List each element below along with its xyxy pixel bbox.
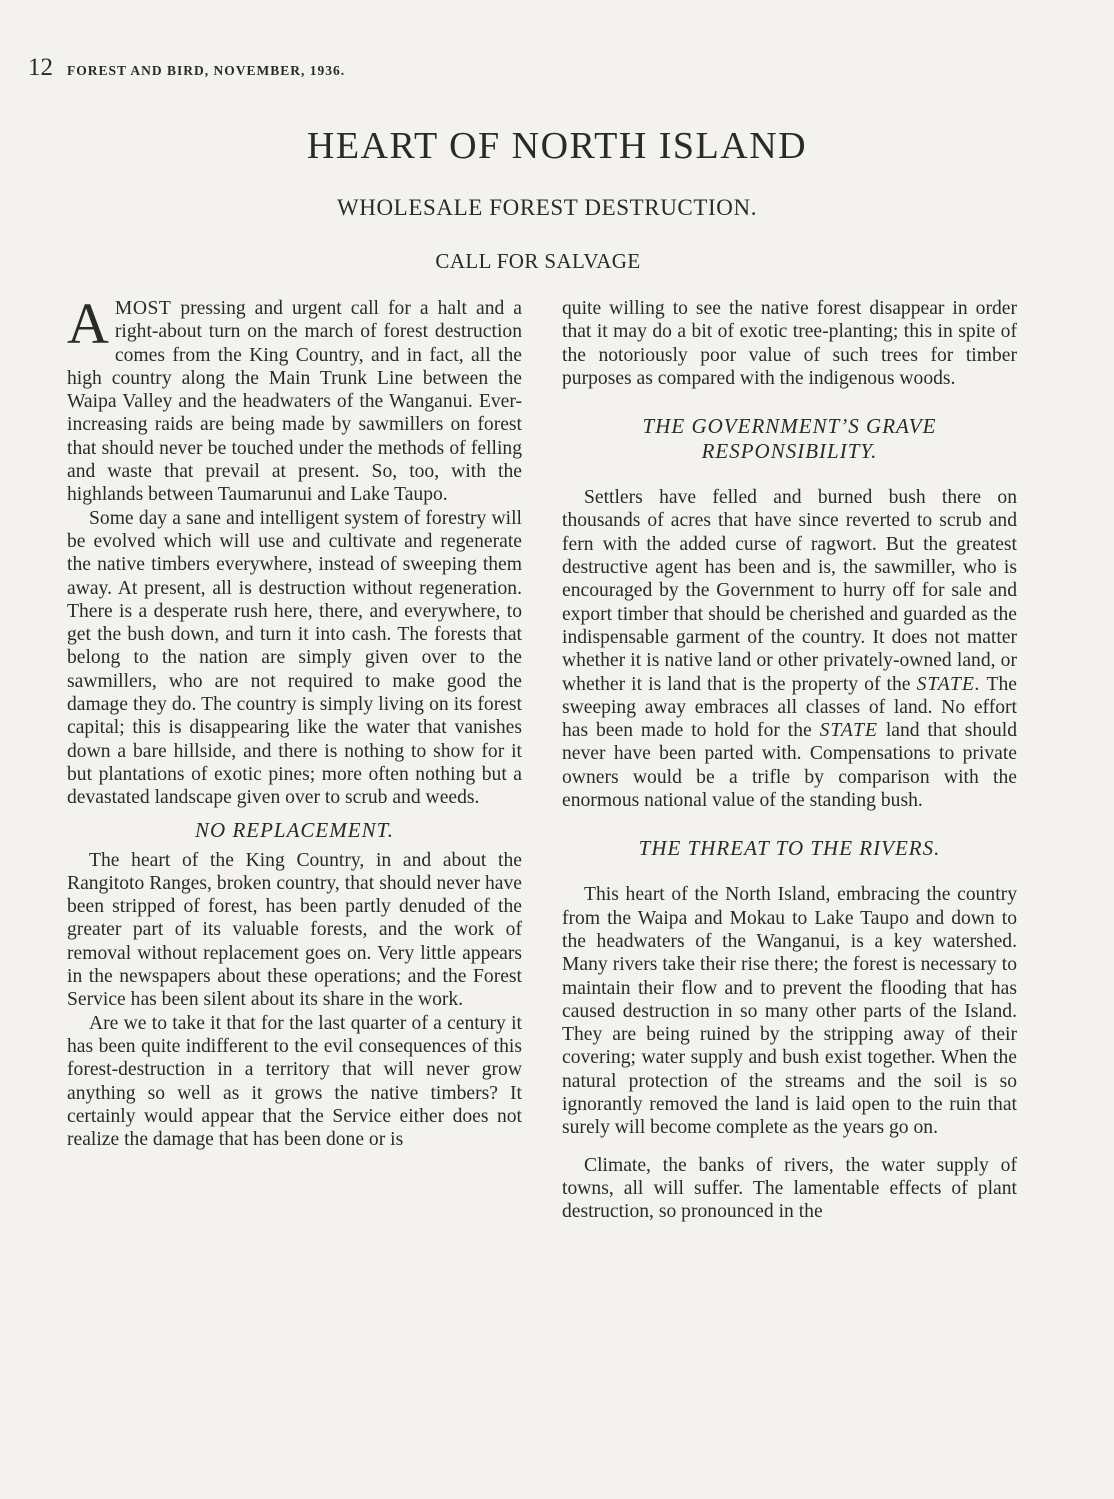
- drop-cap: A: [67, 291, 109, 356]
- article-kicker: CALL FOR SALVAGE: [435, 249, 641, 273]
- running-header: [28, 54, 345, 82]
- paragraph: quite willing to see the native forest disappear in order that it may do a bit of exotic tree-planting; this in spite of the notoriously poor value of such trees for timber purposes as compared with the indigenous woods.: [562, 298, 1017, 389]
- paragraph: [562, 486, 1017, 812]
- state-emphasis: STATE: [819, 720, 878, 742]
- page-number: 12: [28, 54, 53, 81]
- paragraph: This heart of the North Island, embracing the country from the Waipa and Mokau to Lake Taupo and down to the headwaters of the Wanganui, is a key watershed. Many rivers take their rise there; the forest is necessary to maintain their flow and to prevent the flooding that has caused destruction in so many other parts of the Island. They are being ruined by the stripping away of their covering; water supply and bush exist together. When the natural protection of the streams and the soil is so ignorantly removed the land is laid open to the ruin that surely will become complete as the years go on.: [562, 884, 1017, 1139]
- paragraph-text: Settlers have felled and burned bush there on thousands of acres that have since reverted to scrub and fern with the added curse of ragwort. But the greatest destructive agent has been and is, the sawmiller, who is encouraged by the Government to hurry off for sale and export timber that should be cherished and guarded as the indispensable garment of the country. It does not matter whether it is native land or other privately-owned land, or whether it is land that is the property of the: [562, 487, 1017, 695]
- right-column: [562, 297, 1017, 1224]
- paragraph: Climate, the banks of rivers, the water supply of towns, all will suffer. The lamentable effects of plant destruction, so pronounced in the: [562, 1154, 1017, 1223]
- journal-line: FOREST AND BIRD, NOVEMBER, 1936.: [67, 63, 346, 78]
- article-subtitle: WHOLESALE FOREST DESTRUCTION.: [336, 195, 758, 220]
- paragraph: Some day a sane and intelligent system of forestry will be evolved which will use and cultivate and regenerate the native timbers everywhere, instead of sweeping them away. At present, all is destruction without regeneration. There is a desperate rush here, there, and everywhere, to get the bush down, and turn it into cash. The forests that belong to the nation are simply given over to the sawmillers, who are not required to make good the damage they do. The country is simply living on its forest capital; this is disappearing like the water that vanishes down a bare hillside, and there is nothing to show for it but plantations of exotic pines; more often nothing but a devastated landscape given over to scrub and weeds.: [67, 507, 522, 809]
- left-column: [67, 291, 522, 1151]
- section-heading-line: THE GOVERNMENT’S GRAVE: [642, 414, 937, 439]
- paragraph-text: The sweeping away embraces all classes of land. No effort has been made to hold for the: [562, 673, 1017, 742]
- section-heading: THE THREAT TO THE RIVERS.: [638, 836, 941, 861]
- article-title: HEART OF NORTH ISLAND: [306, 125, 808, 167]
- paragraph: [67, 291, 522, 507]
- paragraph: The heart of the King Country, in and about the Rangitoto Ranges, broken country, that should never have been stripped of forest, has been partly denuded of the greater part of its valuable forests, and the work of removal without replacement goes on. Very little appears in the newspapers about these operations; and the Forest Service has been silent about its share in the work.: [67, 849, 522, 1011]
- section-heading-line: RESPONSIBILITY.: [701, 439, 878, 464]
- section-heading: [562, 414, 1017, 464]
- state-emphasis: STATE.: [916, 673, 981, 695]
- lead-word: MOST: [114, 298, 172, 319]
- paragraph: Are we to take it that for the last quarter of a century it has been quite indifferent to the evil consequences of this forest-destruction in a territory that will never grow anything so well as it grows the native timbers? It certainly would appear that the Service either does not realize the damage that has been done or is: [67, 1012, 522, 1151]
- paragraph-text: land that should never have been parted with. Compensations to private owners would be a trifle by comparison with the enormous national value of the standing bush.: [562, 720, 1017, 812]
- section-heading: NO REPLACEMENT.: [195, 817, 394, 842]
- paragraph-text: pressing and urgent call for a halt and a right-about turn on the march of forest destruction comes from the King Country, and in fact, all the high country along the Main Trunk Line between the Waipa Valley and the headwaters of the Wanganui. Ever-increasing raids are being made by sawmillers on forest that should never be touched under the methods of felling and waste that prevail at present. So, too, with the highlands between Taumarunui and Lake Taupo.: [67, 298, 522, 506]
